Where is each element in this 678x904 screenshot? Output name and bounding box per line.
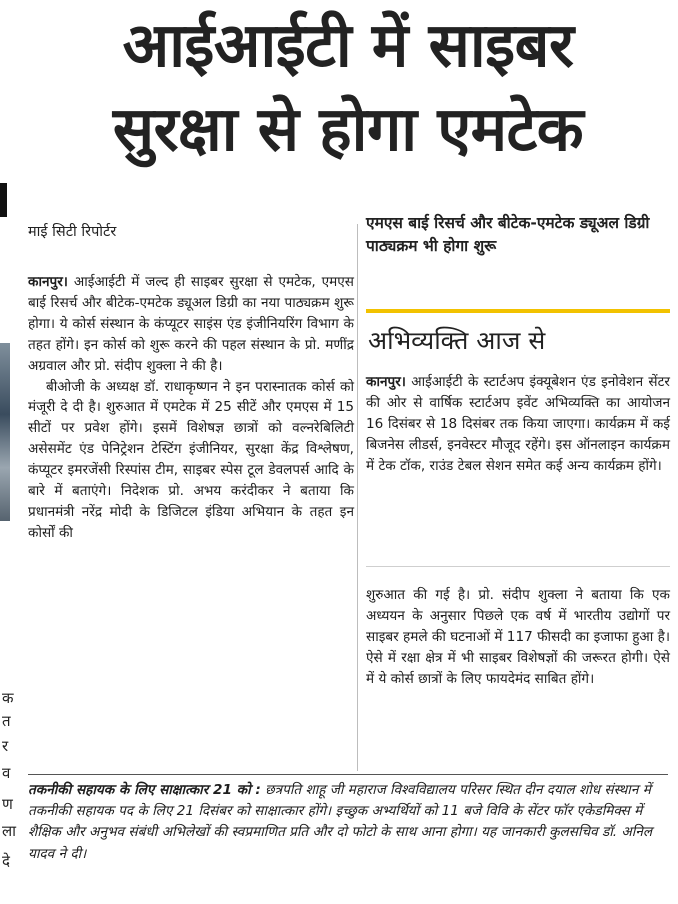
fragment-char: र (2, 737, 9, 755)
story-paragraph-1 (28, 272, 354, 377)
sidebar-divider (366, 566, 670, 567)
dateline-city: कानपुर। (28, 274, 68, 290)
headline (28, 4, 668, 172)
fragment-char: त (2, 712, 11, 730)
headline-line-1: आईआईटी में साइबर (122, 10, 574, 81)
fragment-char: क (2, 689, 14, 707)
adjacent-article-fragment (0, 0, 22, 904)
main-story-column (28, 272, 354, 544)
story-text: आईआईटी में जल्द ही साइबर सुरक्षा से एमटेक, एमएस बाई रिसर्च और बीटेक-एमटेक ड्यूअल डिग्री का नया पाठ्यक्रम शुरू होगा। ये कोर्स संस्थान के कंप्यूटर साइंस एंड इंजीनियरिंग विभाग के तहत होंगे। इन कोर्स को शुरू करने की पहल संस्थान के प्रो. मणींद्र अग्रवाल और प्रो. संदीप शुक्ला ने की है। (28, 274, 354, 374)
byline: माई सिटी रिपोर्टर (28, 224, 117, 240)
subheadline: एमएस बाई रिसर्च और बीटेक-एमटेक ड्यूअल डिग्री पाठ्यक्रम भी होगा शुरू (366, 214, 650, 255)
cropped-headline-fragment (0, 183, 7, 217)
story-continuation: शुरुआत की गई है। प्रो. संदीप शुक्ला ने बताया कि एक अध्ययन के अनुसार पिछले एक वर्ष में भारतीय उद्योगों पर साइबर हमले की घटनाओं में 117 फीसदी का इजाफा हुआ है। ऐसे में रक्षा क्षेत्र में भी साइबर विशेषज्ञों की जरूरत होगी। ऐसे में ये कोर्स छात्रों के लिए फायदेमंद साबित होंगे। (366, 587, 671, 687)
dateline-city: कानपुर। (366, 374, 406, 390)
cropped-photo-fragment (0, 343, 10, 521)
story-text: बीओजी के अध्यक्ष डॉ. राधाकृष्णन ने इन परास्नातक कोर्स को मंजूरी दे दी है। शुरुआत में एमटेक में 25 सीटें और एमएस में 15 सीटों पर प्रवेश होंगे। इसमें विशेषज्ञ छात्रों को वल्नरेबिलिटी असेसमेंट एंड पेनिट्रेशन टेस्टिंग इंजीनियर, सुरक्षा केंद्र विश्लेषण, कंप्यूटर इमरजेंसी रिस्पांस टीम, साइबर स्पेस टूल डेवलपर्स आदि के बारे में बताएंगे। निदेशक प्रो. अभय करंदीकर ने बताया कि प्रधानमंत्री नरेंद्र मोदी के डिजिटल इंडिया अभियान के तहत इन कोर्सों की (28, 378, 354, 541)
accent-rule (366, 309, 670, 313)
story-paragraph-2 (28, 377, 354, 544)
notice-brief (28, 780, 668, 865)
fragment-char: ला (2, 822, 17, 840)
notice-heading: तकनीकी सहायक के लिए साक्षात्कार 21 को : (28, 782, 261, 798)
sidebar-story-text: आईआईटी के स्टार्टअप इंक्यूबेशन एंड इनोवेशन सेंटर की ओर से वार्षिक स्टार्टअप इवेंट अभिव्यक्ति का आयोजन 16 दिसंबर से 18 दिसंबर तक किया जाएगा। कार्यक्रम में कई बिजनेस लीडर्स, इनवेस्टर मौजूद रहेंगे। इस ऑनलाइन कार्यक्रम में टेक टॉक, राउंड टेबल सेशन समेत कई अन्य कार्यक्रम होंगे। (366, 374, 670, 474)
fragment-char: व (2, 764, 11, 782)
fragment-char: दे (2, 852, 10, 870)
fragment-char: ण (2, 795, 13, 813)
notice-divider (28, 774, 668, 775)
notice-text: छत्रपति शाहू जी महाराज विश्वविद्यालय परिसर स्थित दीन दयाल शोध संस्थान में तकनीकी सहायक पद के लिए 21 दिसंबर को साक्षात्कार होंगे। इच्छुक अभ्यर्थियों को 11 बजे विवि के सेंटर फॉर एकेडमिक्स में शैक्षिक और अनुभव संबंधी अभिलेखों की स्वप्रमाणित प्रति और दो फोटो के साथ आना होगा। यह जानकारी कुलसचिव डॉ. अनिल यादव ने दी। (28, 782, 653, 862)
sidebar-story-title: अभिव्यक्ति आज से (368, 326, 546, 355)
column-divider (357, 224, 358, 771)
sidebar-story-body (366, 372, 670, 477)
headline-line-2: सुरक्षा से होगा एमटेक (112, 94, 584, 165)
